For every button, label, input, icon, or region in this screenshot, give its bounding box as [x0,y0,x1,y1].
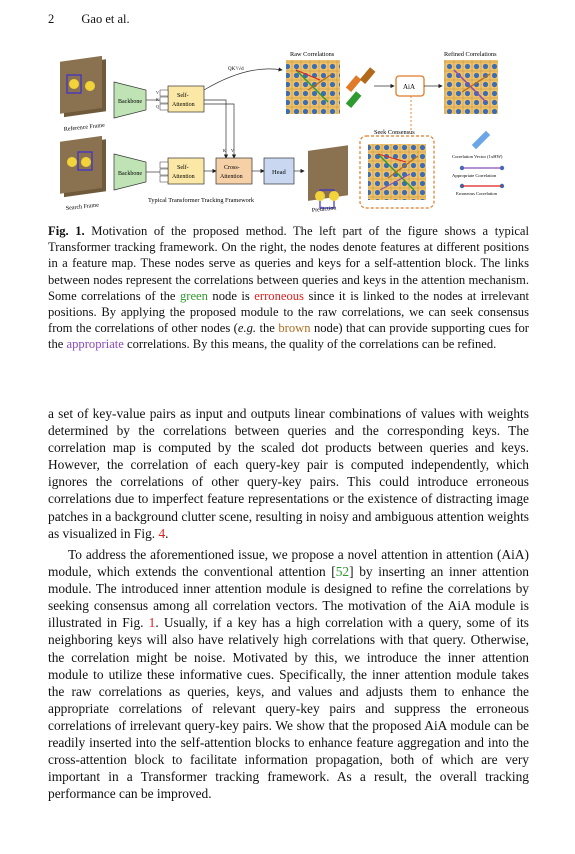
self-attention-top-label: Self- [177,93,189,99]
svg-text:Attention: Attention [172,174,195,180]
fig-1-link[interactable]: 1 [148,615,156,631]
legend-appropriate: Appropriate Correlation [452,173,497,178]
page-header [48,12,130,27]
page-number: 2 [48,12,55,26]
legend-erroneous: Erroneous Correlation [456,191,497,196]
legend-correlation-vector: Correlation Vector (1xHW) [452,154,503,159]
aia-label: AiA [403,83,416,91]
svg-text:K: K [156,97,159,102]
backbone-bottom-label: Backbone [118,171,142,177]
raw-correlations-label: Raw Correlations [290,51,335,58]
prediction-image [308,145,348,208]
svg-text:Attention: Attention [172,102,195,108]
framework-label: Typical Transformer Tracking Framework [148,197,255,204]
green-word: green [179,288,208,303]
svg-text:V: V [231,148,234,153]
formula-label: QKᵀ/√d [228,67,244,72]
paragraph-2: To address the aforementioned issue, we propose a novel attention in attention (AiA) module, which extends the conventional attention [52] by inserting an inner attention module. The introduced inner attention module is designed to refine the correlations by seeking consensus among all correlation vectors. The motivation of the AiA module is illustrated in Fig. 1. Usually, if a key has a high correlation with a query, some of its neighboring keys will also have relatively high correlations with that query. Otherwise, the correlation might be noise. Motivated by this, we introduce the inner attention module to utilize these informative cues. Specifically, the inner attention module takes the raw correlations as queries, keys, and values and adjusts them to enhance the appropriate correlations of relevant query-key pairs and suppress the erroneous correlations of irrelevant query-key pairs. We show that the proposed AiA module can be readily inserted into the self-attention blocks to enhance feature aggregation and into the cross-attention block to facilitate information propagation, both of which are very important in a Transformer tracking framework. As a result, the overall tracking performance can be improved. [48,547,529,802]
self-attention-bottom [168,158,204,184]
head-label: Head [272,169,286,176]
reference-frame-label: Reference Frame [63,122,106,133]
running-title: Gao et al. [81,12,130,26]
caption-label: Fig. 1. [48,224,85,238]
paragraph-1: a set of key-value pairs as input and outputs linear combinations of values with weights determined by the correlations between queries and the corresponding keys. The correlation map is computed by the scaled dot products between queries and keys. However, the correlation of each query-key pair is computed independently, which ignores the correlations of other query-key pairs. This could introduce erroneous correlations due to imperfect feature representations or the existence of distracting image patches in a background clutter scene, resulting in noisy and ambiguous attention weights as visualized in Fig. 4. [48,406,529,541]
search-frame-image [60,136,106,197]
fig-4-link[interactable]: 4 [158,525,166,541]
svg-text:V: V [156,90,159,95]
refined-correlations-label: Refined Correlations [444,51,497,58]
figure-caption: Fig. 1. Motivation of the proposed method. The left part of the figure shows a typical Transformer tracking framework. On the right, the nodes denote features at different positions in a feature map. These nodes serve as queries and keys for a self-attention block. The links between nodes represent the correlations between queries and keys in the attention mechanism. Some correlations of the green node is erroneous since it is linked to the nodes at irrelevant positions. By applying the proposed module to the raw correlations, we can seek consensus from the correlations of other nodes (e.g. the brown node) that can provide supporting cues for the appropriate correlations. By this means, the quality of the correlations can be refined. [48,224,530,352]
cross-attention-block [216,158,252,184]
figure-diagram [58,44,528,216]
appropriate-word: appropriate [66,337,124,352]
seek-consensus-label: Seek Consensus [374,129,415,136]
reference-frame-image [60,56,106,117]
svg-text:Cross-: Cross- [224,165,240,171]
svg-text:Self-: Self- [177,165,189,171]
svg-text:Attention: Attention [220,174,243,180]
backbone-top-label: Backbone [118,99,142,105]
citation-52-link[interactable]: 52 [335,564,350,580]
correlation-vector-icons [346,67,376,108]
prediction-label: Prediction [311,205,337,214]
search-frame-label: Search Frame [65,202,100,212]
legend [452,131,504,196]
svg-text:Q: Q [156,104,159,109]
figure-1 [58,44,528,216]
brown-word: brown [278,321,311,336]
self-attention-top [168,86,204,112]
svg-text:K: K [223,148,226,153]
erroneous-word: erroneous [254,288,304,303]
